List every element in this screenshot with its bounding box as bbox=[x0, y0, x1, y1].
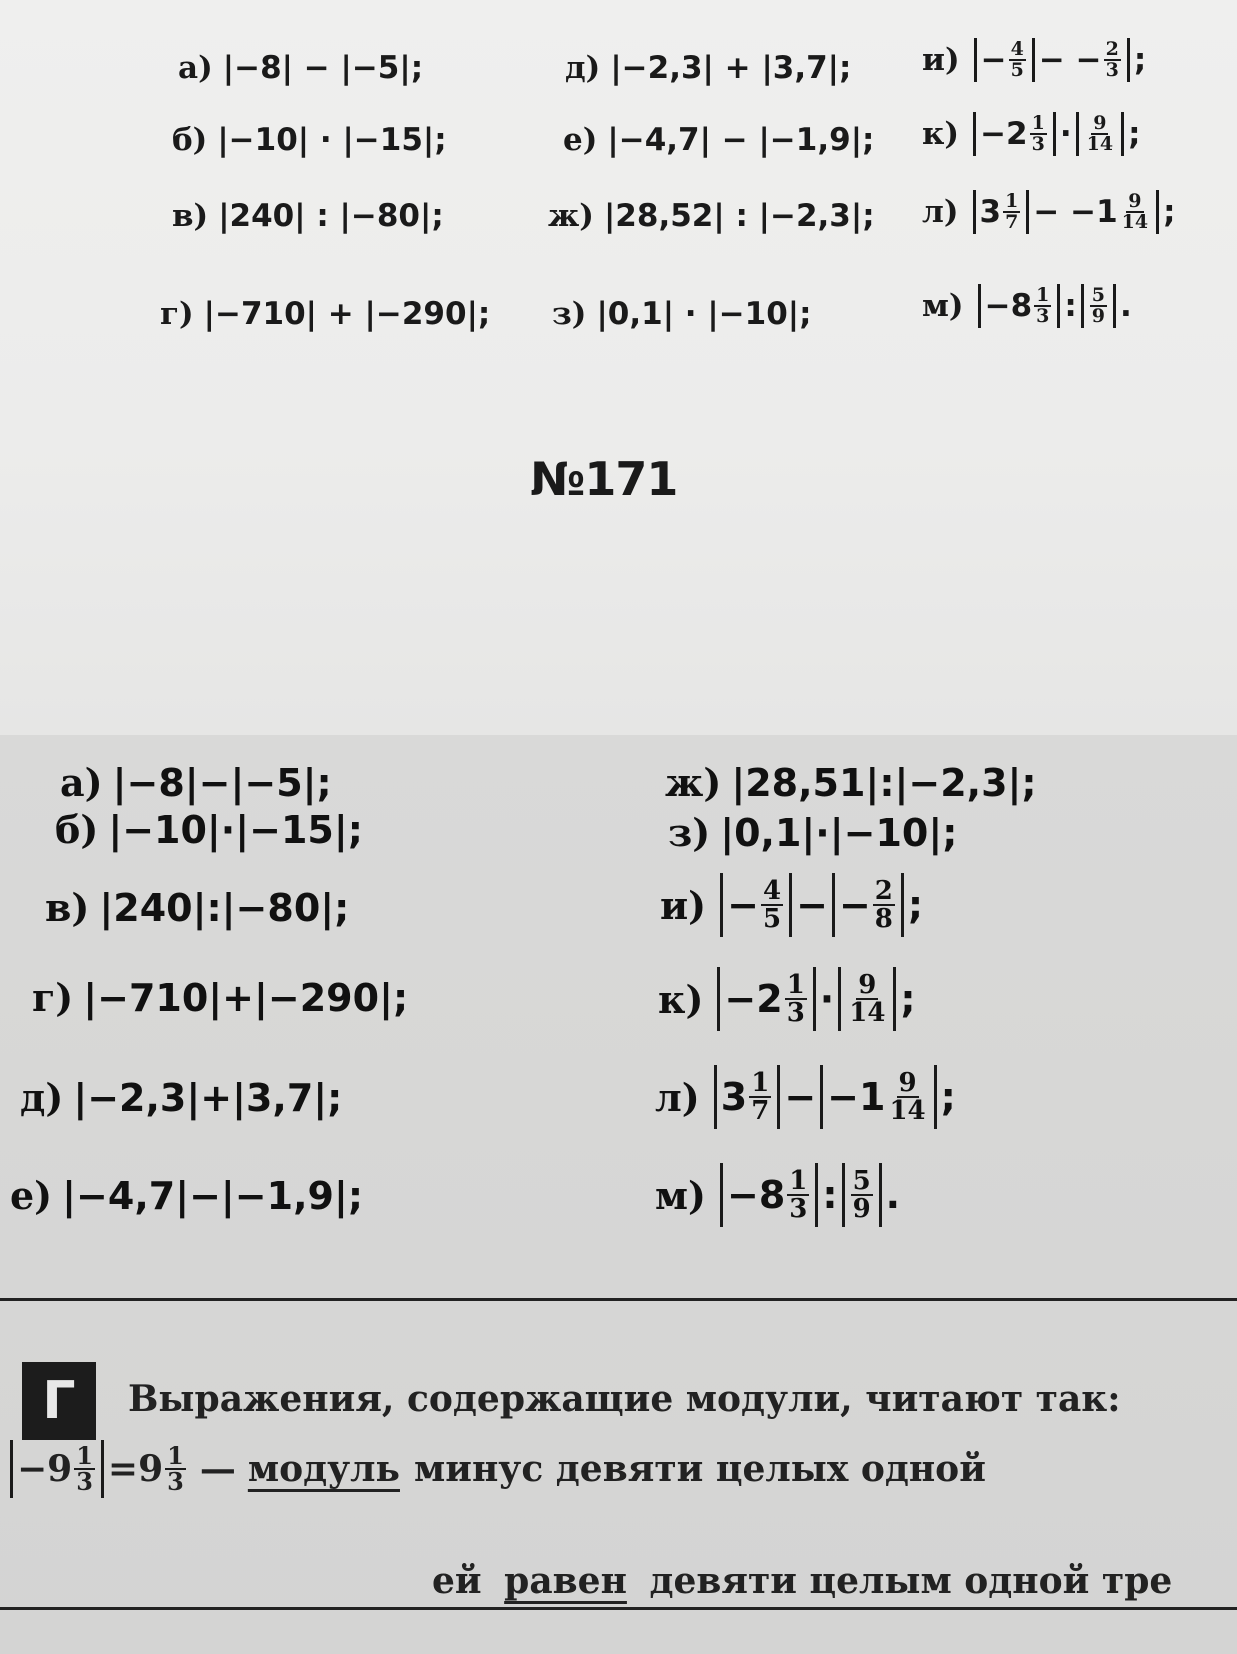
abs-bar bbox=[1076, 112, 1079, 156]
item-expression: |0,1|·|−10|; bbox=[720, 811, 958, 855]
expr-part: −2 bbox=[724, 977, 783, 1021]
example-part: −9 bbox=[17, 1448, 73, 1490]
top-item-v bbox=[172, 198, 444, 234]
bottom-item-k bbox=[658, 967, 916, 1031]
denominator: 5 bbox=[1010, 59, 1024, 81]
denominator: 14 bbox=[889, 1096, 926, 1126]
item-label: л) bbox=[922, 194, 959, 230]
top-item-m bbox=[922, 284, 1132, 328]
numerator: 9 bbox=[1128, 190, 1142, 212]
abs-bar bbox=[842, 1163, 845, 1227]
bottom-item-d bbox=[20, 1075, 342, 1120]
fraction bbox=[1120, 192, 1150, 232]
top-item-k bbox=[922, 112, 1140, 156]
fraction bbox=[74, 1441, 95, 1496]
fraction bbox=[1009, 40, 1026, 80]
item-label: л) bbox=[655, 1074, 700, 1120]
expr-part: . bbox=[885, 1173, 901, 1217]
item-expression: |−10| · |−15|; bbox=[217, 122, 447, 158]
fraction bbox=[851, 1168, 873, 1222]
rule-marker-icon: Г bbox=[22, 1362, 96, 1440]
abs-bar bbox=[813, 967, 816, 1031]
item-expression: |−2,3|+|3,7|; bbox=[73, 1076, 343, 1120]
top-item-z bbox=[552, 296, 812, 332]
expr-part: − bbox=[796, 883, 828, 927]
rule-line-3-text: девяти целым одной тре bbox=[649, 1560, 1173, 1602]
fraction bbox=[847, 972, 887, 1026]
fraction bbox=[1034, 286, 1051, 326]
top-item-g bbox=[160, 296, 490, 332]
abs-bar bbox=[1057, 284, 1060, 328]
rule-line-3 bbox=[432, 1560, 1172, 1602]
numerator: 1 bbox=[1031, 112, 1045, 134]
item-expression: |−4,7|−|−1,9|; bbox=[62, 1174, 364, 1218]
expr-part: . bbox=[1120, 288, 1132, 324]
item-expression: |−2,3| + |3,7|; bbox=[610, 50, 852, 86]
top-item-a bbox=[178, 50, 423, 86]
item-label: к) bbox=[658, 976, 704, 1022]
abs-bar bbox=[10, 1440, 13, 1498]
bottom-item-e bbox=[10, 1173, 363, 1218]
numerator: 5 bbox=[852, 1166, 871, 1196]
top-item-e bbox=[563, 122, 874, 158]
abs-bar bbox=[720, 873, 723, 937]
abs-bar bbox=[815, 1163, 818, 1227]
abs-bar bbox=[973, 190, 976, 234]
item-expression: |−710| + |−290|; bbox=[203, 296, 491, 332]
item-label: г) bbox=[160, 296, 194, 332]
abs-bar bbox=[934, 1065, 937, 1129]
expr-part: 3 bbox=[979, 194, 1002, 230]
numerator: 9 bbox=[1093, 112, 1107, 134]
bottom-item-a bbox=[60, 760, 332, 805]
numerator: 9 bbox=[858, 970, 877, 1000]
abs-bar bbox=[893, 967, 896, 1031]
abs-bar bbox=[1127, 38, 1130, 82]
denominator: 3 bbox=[76, 1467, 93, 1496]
item-label: к) bbox=[922, 116, 960, 152]
expr-part: ; bbox=[1163, 194, 1176, 230]
rule-line-2 bbox=[6, 1440, 986, 1498]
numerator: 2 bbox=[874, 876, 893, 906]
item-expression: |28,51|:|−2,3|; bbox=[731, 761, 1037, 805]
item-label: д) bbox=[565, 50, 601, 86]
denominator: 14 bbox=[1086, 133, 1114, 155]
item-expression: |240|:|−80|; bbox=[99, 886, 350, 930]
abs-bar bbox=[777, 1065, 780, 1129]
bottom-item-l bbox=[655, 1065, 956, 1129]
expr-part: − −1 bbox=[1033, 194, 1118, 230]
denominator: 3 bbox=[789, 1194, 808, 1224]
rule-line-1: Выражения, содержащие модули, читают так: bbox=[128, 1378, 1121, 1420]
abs-bar bbox=[978, 284, 981, 328]
item-label: г) bbox=[32, 975, 74, 1020]
expr-part: · bbox=[1059, 116, 1072, 152]
abs-bar bbox=[879, 1163, 882, 1227]
item-label: а) bbox=[60, 760, 103, 805]
expr-part: − bbox=[784, 1075, 817, 1119]
item-label: з) bbox=[552, 296, 587, 332]
abs-bar bbox=[714, 1065, 717, 1129]
abs-bar bbox=[720, 1163, 723, 1227]
numerator: 1 bbox=[1036, 284, 1050, 306]
expr-part: 3 bbox=[720, 1075, 748, 1119]
item-expression: |0,1| · |−10|; bbox=[596, 296, 812, 332]
bottom-item-i bbox=[660, 873, 923, 937]
item-label: з) bbox=[668, 810, 711, 855]
item-label: б) bbox=[172, 122, 208, 158]
fraction bbox=[1030, 114, 1047, 154]
fraction bbox=[785, 972, 807, 1026]
abs-bar bbox=[838, 967, 841, 1031]
fraction bbox=[761, 878, 783, 932]
expr-part: ; bbox=[900, 977, 916, 1021]
fraction bbox=[749, 1070, 771, 1124]
abs-bar bbox=[717, 967, 720, 1031]
denominator: 8 bbox=[874, 904, 893, 934]
expr-part: − − bbox=[1038, 42, 1102, 78]
abs-bar bbox=[820, 1065, 823, 1129]
bottom-item-z bbox=[668, 810, 957, 855]
item-label: а) bbox=[178, 50, 213, 86]
rule-line-3-start: ей bbox=[432, 1560, 482, 1602]
expr-part: − bbox=[838, 883, 871, 927]
dash: — bbox=[199, 1448, 236, 1490]
item-label: е) bbox=[10, 1173, 53, 1218]
item-expression: |−8| − |−5|; bbox=[222, 50, 424, 86]
denominator: 3 bbox=[1105, 59, 1119, 81]
denominator: 3 bbox=[1036, 305, 1050, 327]
denominator: 14 bbox=[1121, 211, 1149, 233]
denominator: 3 bbox=[786, 998, 805, 1028]
abs-bar bbox=[1081, 284, 1084, 328]
numerator: 1 bbox=[786, 970, 805, 1000]
item-label: м) bbox=[922, 288, 964, 324]
abs-bar bbox=[973, 112, 976, 156]
top-item-zh bbox=[548, 198, 875, 234]
item-label: и) bbox=[922, 42, 960, 78]
expr-part: ; bbox=[907, 883, 924, 927]
expr-part: − bbox=[727, 883, 760, 927]
item-expression: |−10|·|−15|; bbox=[108, 808, 363, 852]
abs-bar bbox=[974, 38, 977, 82]
fraction bbox=[787, 1168, 809, 1222]
item-label: ж) bbox=[548, 198, 594, 234]
expr-part: −8 bbox=[727, 1173, 786, 1217]
fraction bbox=[1104, 40, 1121, 80]
numerator: 5 bbox=[1091, 284, 1106, 306]
abs-bar bbox=[832, 873, 835, 937]
numerator: 9 bbox=[898, 1068, 917, 1098]
expr-part: ; bbox=[1133, 42, 1147, 78]
bottom-item-m bbox=[655, 1163, 900, 1227]
numerator: 1 bbox=[789, 1166, 808, 1196]
denominator: 5 bbox=[763, 904, 782, 934]
denominator: 14 bbox=[849, 998, 886, 1028]
abs-bar bbox=[101, 1440, 104, 1498]
top-item-i bbox=[922, 38, 1146, 82]
numerator: 1 bbox=[1005, 190, 1019, 212]
abs-bar bbox=[1113, 284, 1116, 328]
exercise-number-heading: №171 bbox=[530, 452, 678, 506]
expr-part: −8 bbox=[984, 288, 1033, 324]
expr-part: ; bbox=[1128, 116, 1141, 152]
fraction bbox=[1003, 192, 1020, 232]
top-item-l bbox=[922, 190, 1176, 234]
denominator: 3 bbox=[167, 1467, 184, 1496]
item-expression: |240| : |−80|; bbox=[218, 198, 444, 234]
rule-line-2-text: минус девяти целых одной bbox=[413, 1448, 986, 1490]
item-label: м) bbox=[655, 1172, 706, 1218]
numerator: 1 bbox=[167, 1441, 184, 1470]
underlined-word-modul: модуль bbox=[247, 1448, 400, 1490]
bottom-item-b bbox=[55, 807, 363, 852]
item-label: в) bbox=[172, 198, 209, 234]
top-item-d bbox=[565, 50, 851, 86]
fraction bbox=[165, 1441, 186, 1496]
expr-part: −1 bbox=[827, 1075, 886, 1119]
top-item-b bbox=[172, 122, 447, 158]
fraction bbox=[887, 1070, 927, 1124]
item-label: д) bbox=[20, 1075, 64, 1120]
bottom-item-v bbox=[45, 885, 349, 930]
denominator: 9 bbox=[1091, 305, 1106, 327]
abs-bar bbox=[901, 873, 904, 937]
bottom-item-g bbox=[32, 975, 408, 1020]
denominator: 3 bbox=[1031, 133, 1045, 155]
denominator: 7 bbox=[751, 1096, 770, 1126]
item-label: в) bbox=[45, 885, 90, 930]
item-expression: |−4,7| − |−1,9|; bbox=[607, 122, 875, 158]
expr-part: · bbox=[819, 977, 835, 1021]
numerator: 4 bbox=[1010, 38, 1024, 60]
abs-bar bbox=[1053, 112, 1056, 156]
bottom-item-zh bbox=[665, 760, 1037, 805]
underlined-word-raven: равен bbox=[504, 1560, 627, 1602]
expr-part: ; bbox=[940, 1075, 956, 1119]
item-label: б) bbox=[55, 807, 99, 852]
denominator: 9 bbox=[852, 1194, 871, 1224]
expr-part: : bbox=[822, 1173, 838, 1217]
abs-bar bbox=[1121, 112, 1124, 156]
item-expression: |−710|+|−290|; bbox=[83, 976, 409, 1020]
top-exercise-block bbox=[0, 0, 1237, 735]
numerator: 1 bbox=[76, 1441, 93, 1470]
expr-part: −2 bbox=[980, 116, 1028, 152]
item-label: е) bbox=[563, 122, 598, 158]
expr-part: − bbox=[980, 42, 1007, 78]
item-expression: |28,52| : |−2,3|; bbox=[603, 198, 875, 234]
fraction bbox=[1085, 114, 1115, 154]
item-label: и) bbox=[660, 882, 707, 928]
fraction bbox=[873, 878, 895, 932]
numerator: 1 bbox=[751, 1068, 770, 1098]
item-label: ж) bbox=[665, 760, 722, 805]
numerator: 2 bbox=[1105, 38, 1119, 60]
abs-bar bbox=[1156, 190, 1159, 234]
expr-part: : bbox=[1064, 288, 1077, 324]
abs-bar bbox=[1026, 190, 1029, 234]
abs-bar bbox=[1032, 38, 1035, 82]
denominator: 7 bbox=[1005, 211, 1019, 233]
item-expression: |−8|−|−5|; bbox=[112, 761, 332, 805]
fraction bbox=[1090, 286, 1107, 326]
numerator: 4 bbox=[763, 876, 782, 906]
example-part: =9 bbox=[107, 1448, 164, 1490]
abs-bar bbox=[789, 873, 792, 937]
